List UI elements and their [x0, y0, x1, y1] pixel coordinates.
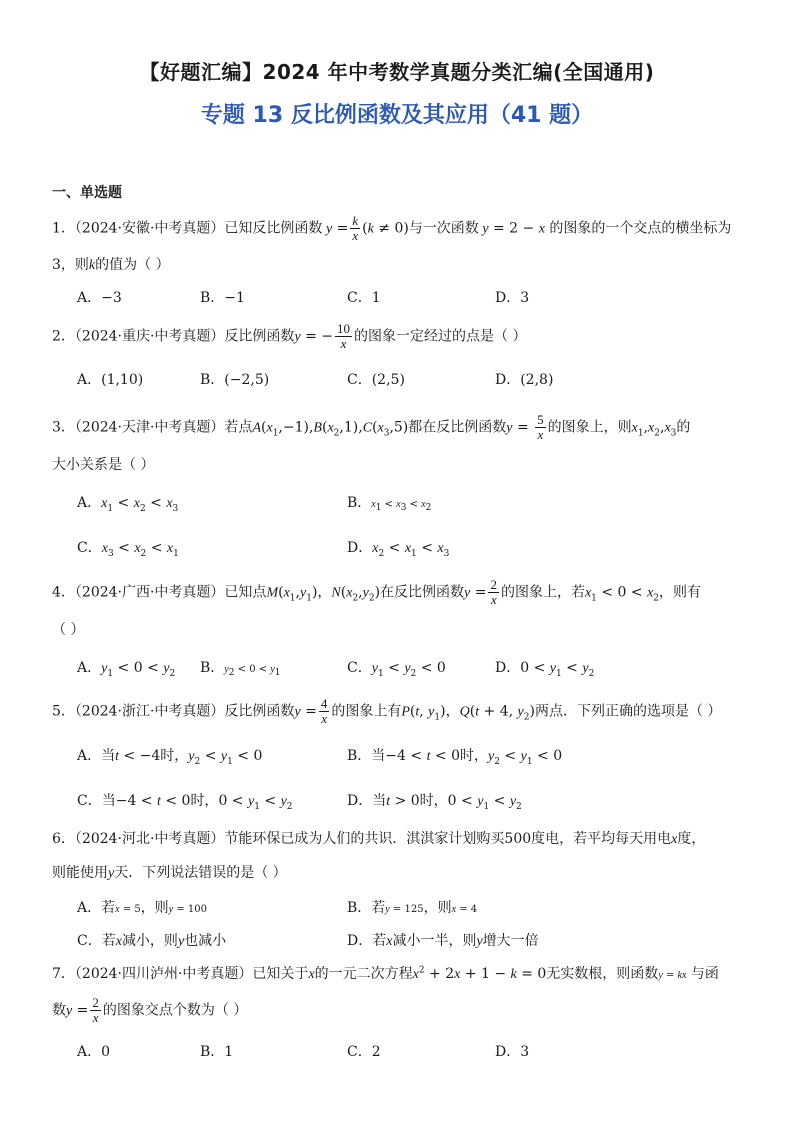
q2-option-d[interactable]: D．(2,8)	[495, 372, 554, 388]
question-1-line-1: 1．（2024·安徽·中考真题）已知反比例函数 y = $\frac{k}{x}$ (k ≠ 0)与一次函数 y = 2 − x 的图象的一个交点的横坐标为	[52, 213, 732, 243]
q4-option-a[interactable]: A．$y_1 < 0 < y_2$	[77, 660, 176, 679]
q1-option-a[interactable]: A．−3	[77, 290, 122, 306]
question-6-line-1: 6．（2024·河北·中考真题）节能环保已成为人们的共识．淇淇家计划购买500度电，若平均每天用电x度，	[52, 831, 706, 847]
q2-option-b[interactable]: B．(−2,5)	[200, 372, 270, 388]
question-7-line-2: 数y = $\frac{2}{x}$ 的图象交点个数为（ ）	[52, 995, 248, 1025]
question-4-line-1: 4．（2024·广西·中考真题）已知点$M(x_1,y_1)$，$N(x_2,y_2)$在反比例函数y = $\frac{2}{x}$ 的图象上，若$x_1 < 0 < x_2$，则有	[52, 577, 702, 607]
q7-option-d[interactable]: D．3	[495, 1044, 530, 1060]
q1-option-d[interactable]: D．3	[495, 290, 530, 306]
q3-option-d[interactable]: D．$x_2 < x_1 < x_3$	[347, 540, 450, 559]
q3-option-c[interactable]: C．$x_3 < x_2 < x_1$	[77, 540, 179, 559]
q7-option-a[interactable]: A．0	[77, 1044, 111, 1060]
q5-option-d[interactable]: D．当t > 0时，$0 < y_1 < y_2$	[347, 793, 522, 812]
q5-option-a[interactable]: A．当t < −4时，$y_2 < y_1 < 0$	[77, 748, 263, 767]
q1-option-c[interactable]: C．1	[347, 290, 381, 306]
section-title: 一、单选题	[52, 185, 122, 201]
q7-option-c[interactable]: C．2	[347, 1044, 381, 1060]
q2-option-c[interactable]: C．(2,5)	[347, 372, 405, 388]
q4-option-b[interactable]: B．$y_2 < 0 < y_1$	[200, 660, 281, 678]
q1-option-b[interactable]: B．−1	[200, 290, 245, 306]
page-title: 【好题汇编】2024 年中考数学真题分类汇编(全国通用)	[139, 60, 655, 84]
question-1-line-2: 3，则k的值为（ ）	[52, 257, 170, 273]
question-7-line-1: 7．（2024·四川泸州·中考真题）已知关于x的一元二次方程$x^2 + 2x + 1 - k = 0$无实数根，则函数y = kx 与函	[52, 965, 719, 982]
question-3-line-1: 3．（2024·天津·中考真题）若点$A(x_1,-1),B(x_2,1),C(x_3,5)$都在反比例函数y = $\frac{5}{x}$ 的图象上，则$x_1,x_2,x_3$的	[52, 412, 691, 442]
q6-option-d[interactable]: D．若x减小一半，则y增大一倍	[347, 933, 539, 949]
page-subtitle: 专题 13 反比例函数及其应用（41 题）	[200, 103, 594, 128]
question-3-line-2: 大小关系是（ ）	[52, 457, 155, 473]
q5-option-b[interactable]: B．当−4 < t < 0时，$y_2 < y_1 < 0$	[347, 748, 563, 767]
q5-option-c[interactable]: C．当−4 < t < 0时，$0 < y_1 < y_2$	[77, 793, 293, 812]
q6-option-c[interactable]: C．若x减小，则y也减小	[77, 933, 227, 949]
q6-option-a[interactable]: A．若x = 5，则y = 100	[77, 900, 207, 916]
q2-option-a[interactable]: A．(1,10)	[77, 372, 144, 388]
q3-option-a[interactable]: A．$x_1 < x_2 < x_3$	[77, 495, 179, 514]
q7-option-b[interactable]: B．1	[200, 1044, 234, 1060]
q4-option-d[interactable]: D．$0 < y_1 < y_2$	[495, 660, 595, 679]
q3-option-b[interactable]: B．$x_1 < x_3 < x_2$	[347, 495, 432, 513]
q6-option-b[interactable]: B．若y = 125，则x = 4	[347, 900, 478, 916]
question-2-line-1: 2．（2024·重庆·中考真题）反比例函数y = − $\frac{10}{x}$ 的图象一定经过的点是（ ）	[52, 321, 527, 351]
q4-option-c[interactable]: C．$y_1 < y_2 < 0$	[347, 660, 446, 679]
question-4-line-2: （ ）	[52, 622, 85, 638]
question-5-line-1: 5．（2024·浙江·中考真题）反比例函数y = $\frac{4}{x}$ 的图象上有P(t, $y_1$)，Q(t + 4, $y_2$)两点．下列正确的选项是（ ）	[52, 696, 722, 726]
question-6-line-2: 则能使用y天．下列说法错误的是（ ）	[52, 865, 287, 881]
